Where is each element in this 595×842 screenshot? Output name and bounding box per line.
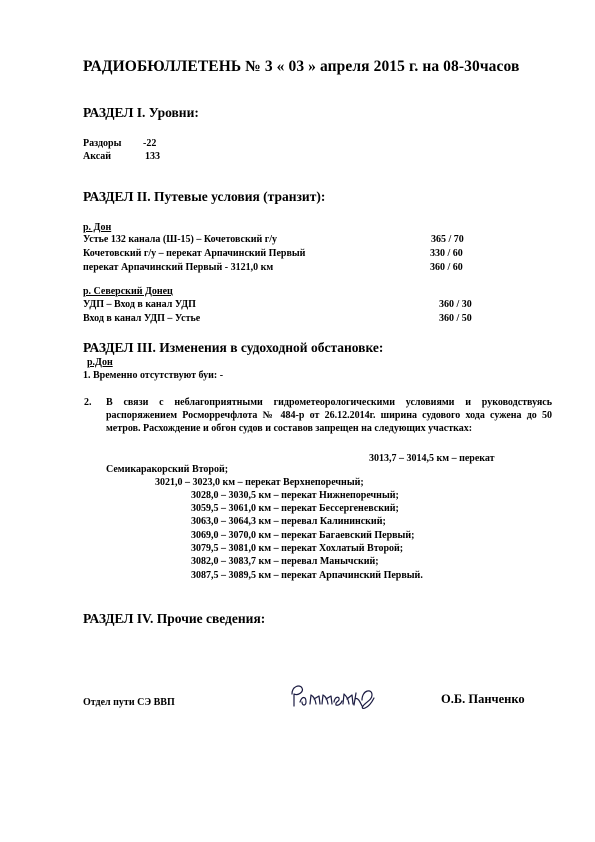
department-label: Отдел пути СЭ ВВП — [83, 697, 175, 708]
section-1-heading: РАЗДЕЛ I. Уровни: — [83, 105, 199, 120]
route-row-name: Устье 132 канала (Ш-15) – Кочетовский г/у — [83, 234, 278, 245]
route-row-name: УДП – Вход в канал УДП — [83, 299, 196, 310]
route-row-value: 365 / 70 — [431, 234, 464, 245]
segment-first-line-a: 3013,7 – 3014,5 км – перекат — [369, 453, 495, 464]
river-seversky-donets-label: р. Северский Донец — [83, 286, 173, 297]
route-row-value: 360 / 30 — [439, 299, 472, 310]
river-don-label: р.Дон — [87, 357, 113, 368]
item-2-number: 2. — [84, 397, 92, 408]
level-name-aksay: Аксай — [83, 151, 112, 162]
signer-name: О.Б. Панченко — [441, 692, 525, 706]
segment-first-line-b: Семикаракорский Второй; — [106, 464, 229, 475]
segment-line: 3028,0 – 3030,5 км – перекат Нижнепоречный; — [191, 490, 399, 501]
level-name-razdory: Раздоры — [83, 138, 122, 149]
bulletin-title: РАДИОБЮЛЛЕТЕНЬ № 3 « 03 » апреля 2015 г. на 08-30часов — [83, 58, 520, 75]
handwritten-signature — [288, 680, 380, 719]
segment-line: 3059,5 – 3061,0 км – перекат Бессергеневский; — [191, 503, 399, 514]
level-value-razdory: -22 — [143, 138, 157, 149]
segment-line: 3063,0 – 3064,3 км – перевал Калининский; — [191, 516, 386, 527]
route-row-name: Кочетовский г/у – перекат Арпачинский Первый — [83, 248, 306, 259]
segment-line: 3087,5 – 3089,5 км – перекат Арпачинский Первый. — [191, 570, 423, 581]
river-don-label: р. Дон — [83, 222, 112, 233]
route-row-name: перекат Арпачинский Первый - 3121,0 км — [83, 262, 274, 273]
segment-line: 3082,0 – 3083,7 км – перевал Манычский; — [191, 556, 379, 567]
level-value-aksay: 133 — [145, 151, 160, 162]
segment-line: 3021,0 – 3023,0 км – перекат Верхнепоречный; — [155, 477, 364, 488]
route-row-value: 360 / 60 — [430, 262, 463, 273]
segment-line: 3069,0 – 3070,0 км – перекат Багаевский Первый; — [191, 530, 415, 541]
route-row-name: Вход в канал УДП – Устье — [83, 313, 201, 324]
section-3-heading: РАЗДЕЛ III. Изменения в судоходной обстановке: — [83, 340, 384, 355]
item-1-text: 1. Временно отсутствуют буи: - — [83, 370, 224, 381]
section-2-heading: РАЗДЕЛ II. Путевые условия (транзит): — [83, 189, 326, 204]
route-row-value: 360 / 50 — [439, 313, 472, 324]
route-row-value: 330 / 60 — [430, 248, 463, 259]
segment-line: 3079,5 – 3081,0 км – перекат Хохлатый Второй; — [191, 543, 404, 554]
section-4-heading: РАЗДЕЛ IV. Прочие сведения: — [83, 611, 266, 626]
item-2-paragraph — [84, 396, 552, 435]
item-2-text: В связи с неблагоприятными гидрометеорологическими условиями и руководствуясь распоряжением Росморречфлота № 484-р от 26.12.2014г. ширина судового хода сужена до 50 метров. Расхождение и обгон судов и составов запрещен на следующих участках: — [106, 397, 552, 434]
